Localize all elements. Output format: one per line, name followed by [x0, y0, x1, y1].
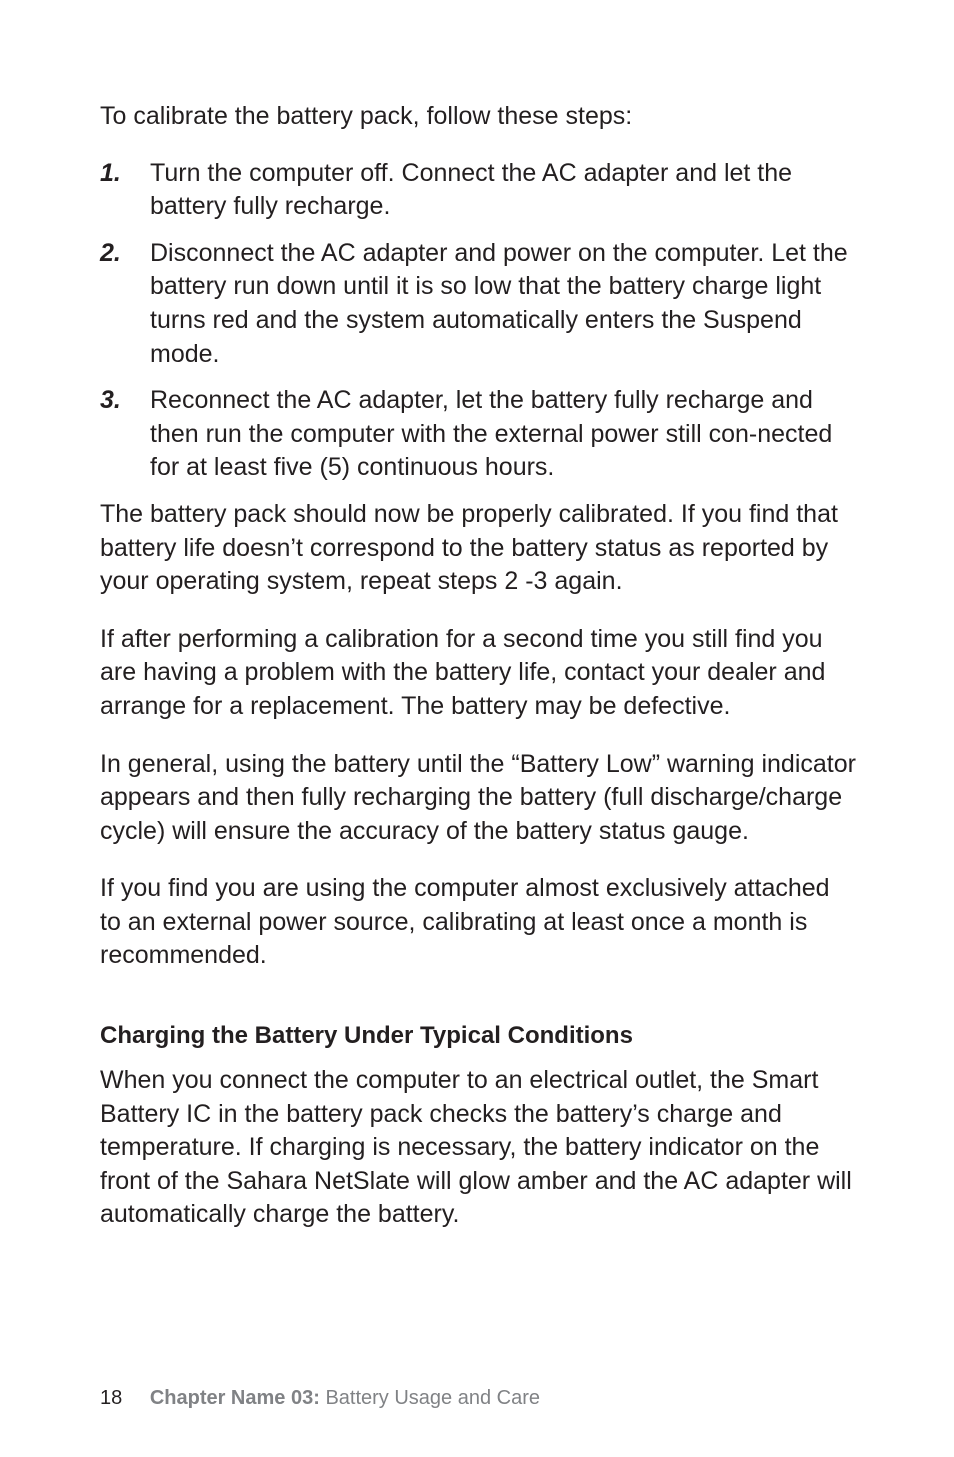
section-body-paragraph: When you connect the computer to an electrical outlet, the Smart Battery IC in the battery pack checks the battery’s charge and temperature. If charging is necessary, the battery indicator on the front of the Sahara NetSlate will glow amber and the AC adapter will automatically charge the battery.	[100, 1066, 852, 1229]
page-number: 18	[100, 1387, 123, 1409]
intro-text: To calibrate the battery pack, follow these steps:	[100, 102, 633, 130]
chapter-label: Chapter Name 03:	[149, 1387, 320, 1409]
section-heading: Charging the Battery Under Typical Conditions	[100, 1022, 633, 1050]
chapter-title: Battery Usage and Care	[325, 1387, 540, 1409]
step-number: 3.	[100, 386, 121, 415]
step-text: Turn the computer off. Connect the AC adapter and let the battery fully recharge.	[150, 158, 793, 221]
body-paragraph: If after performing a calibration for a second time you still find you are having a problem with the battery life, contact your dealer and arrange for a replacement. The battery may be defective.	[100, 624, 826, 720]
step-number: 1.	[100, 158, 121, 187]
step-item	[100, 384, 856, 485]
body-paragraph: The battery pack should now be properly calibrated. If you find that battery life doesn’t correspond to the battery status as reported by your operating system, repeat steps 2 -3 again.	[100, 499, 838, 596]
body-paragraph: In general, using the battery until the “Battery Low” warning indicator appears and then fully recharging the battery (full discharge/charge cycle) will ensure the accuracy of the battery status gauge.	[100, 749, 856, 845]
calibration-steps-list	[100, 157, 856, 485]
document-page	[100, 100, 856, 1232]
page-footer	[100, 1384, 540, 1412]
step-text: Disconnect the AC adapter and power on the computer. Let the battery run down until it is so low that the battery charge light turns red and the system automatically enters the Suspend mode.	[150, 238, 848, 368]
step-item	[100, 237, 856, 371]
step-item	[100, 157, 856, 224]
step-text: Reconnect the AC adapter, let the battery fully recharge and then run the computer with the external power still con-nected for at least five (5) continuous hours.	[150, 386, 833, 482]
body-paragraph: If you find you are using the computer almost exclusively attached to an external power source, calibrating at least once a month is recommended.	[100, 874, 830, 970]
step-number: 2.	[100, 238, 121, 267]
